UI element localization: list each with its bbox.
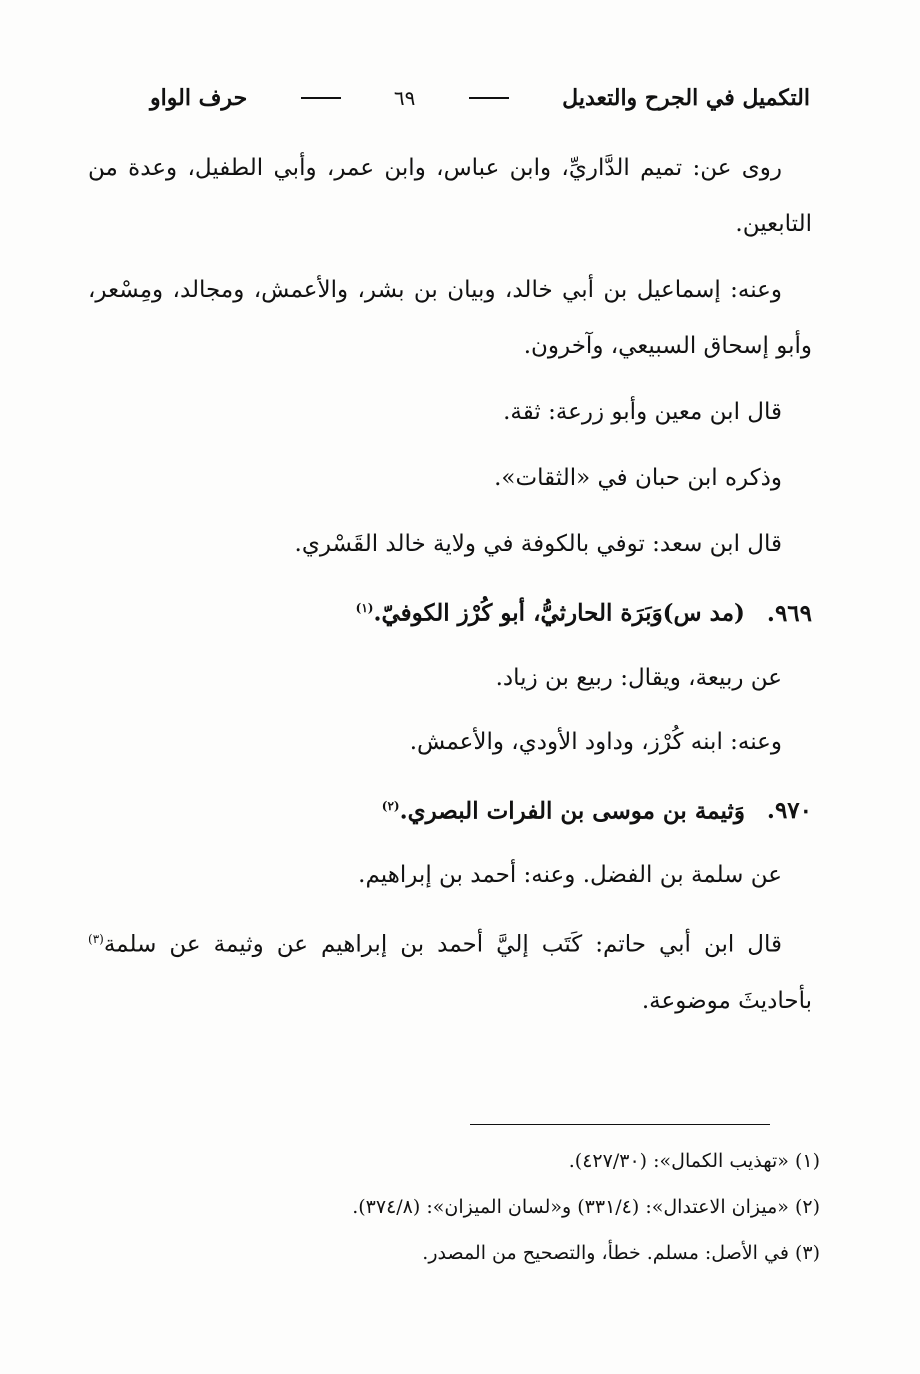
page-number: ٦٩ — [393, 86, 416, 110]
paragraph-narrated-from: روى عن: تميم الدَّاريِّ، وابن عباس، وابن عمر، وأبي الطفيل، وعدة من التابعين. — [88, 155, 812, 237]
entry-969-number: ٩٦٩. — [766, 599, 812, 627]
header-title: التكميل في الجرح والتعديل — [562, 85, 810, 111]
header-separator-left — [301, 97, 341, 99]
footnote-ref-2: (٢) — [381, 798, 400, 813]
header-section: حرف الواو — [150, 85, 248, 111]
entry-970-line-2: قال ابن أبي حاتم: كَتَب إليَّ أحمد بن إبراهيم عن وثيمة عن سلمة — [103, 931, 782, 958]
footnote-divider — [470, 1124, 770, 1125]
entry-969-line-2: وعنه: ابنه كُرْز، وداود الأودي، والأعمش. — [409, 728, 782, 755]
footnote-1: (١) «تهذيب الكمال»: (٤٢٧/٣٠). — [568, 1150, 820, 1172]
paragraph-ibn-saad: قال ابن سعد: توفي بالكوفة في ولاية خالد القَسْري. — [294, 531, 782, 557]
entry-970-number: ٩٧٠. — [766, 797, 812, 825]
paragraph-ibn-hibban: وذكره ابن حبان في «الثقات». — [494, 465, 782, 491]
paragraph-ibn-maeen: قال ابن معين وأبو زرعة: ثقة. — [503, 399, 782, 425]
entry-970-line-3: بأحاديثَ موضوعة. — [641, 987, 812, 1014]
header-separator-right — [469, 97, 509, 99]
entry-969-heading — [88, 580, 812, 642]
footnote-ref-1: (١) — [355, 601, 374, 615]
entry-970-title: وَثيمة بن موسى بن الفرات البصري. — [399, 797, 745, 825]
running-header — [150, 78, 810, 118]
entry-970-ibn-abi-hatim — [88, 911, 812, 1029]
footnote-3: (٣) في الأصل: مسلم. خطأ، والتصحيح من المصدر. — [422, 1242, 820, 1264]
footnote-2: (٢) «ميزان الاعتدال»: (٣٣١/٤) و«لسان الميزان»: (٣٧٤/٨). — [352, 1196, 820, 1218]
entry-969-title: (مد س)وَبَرَة الحارثيُّ، أبو كُرْز الكوفيّ. — [373, 599, 745, 627]
entry-969-line-1: عن ربيعة، ويقال: ربيع بن زياد. — [495, 664, 782, 691]
paragraph-narrators: وعنه: إسماعيل بن أبي خالد، وبيان بن بشر، والأعمش، ومجالد، ومِسْعر، وأبو إسحاق السبيعي، وآخرون. — [88, 277, 812, 359]
footnotes — [200, 1138, 820, 1276]
entry-970-heading — [88, 778, 812, 840]
footnote-ref-3: (٣) — [88, 932, 104, 947]
main-text — [88, 140, 812, 1029]
entry-970-line-1: عن سلمة بن الفضل. وعنه: أحمد بن إبراهيم. — [358, 862, 782, 889]
